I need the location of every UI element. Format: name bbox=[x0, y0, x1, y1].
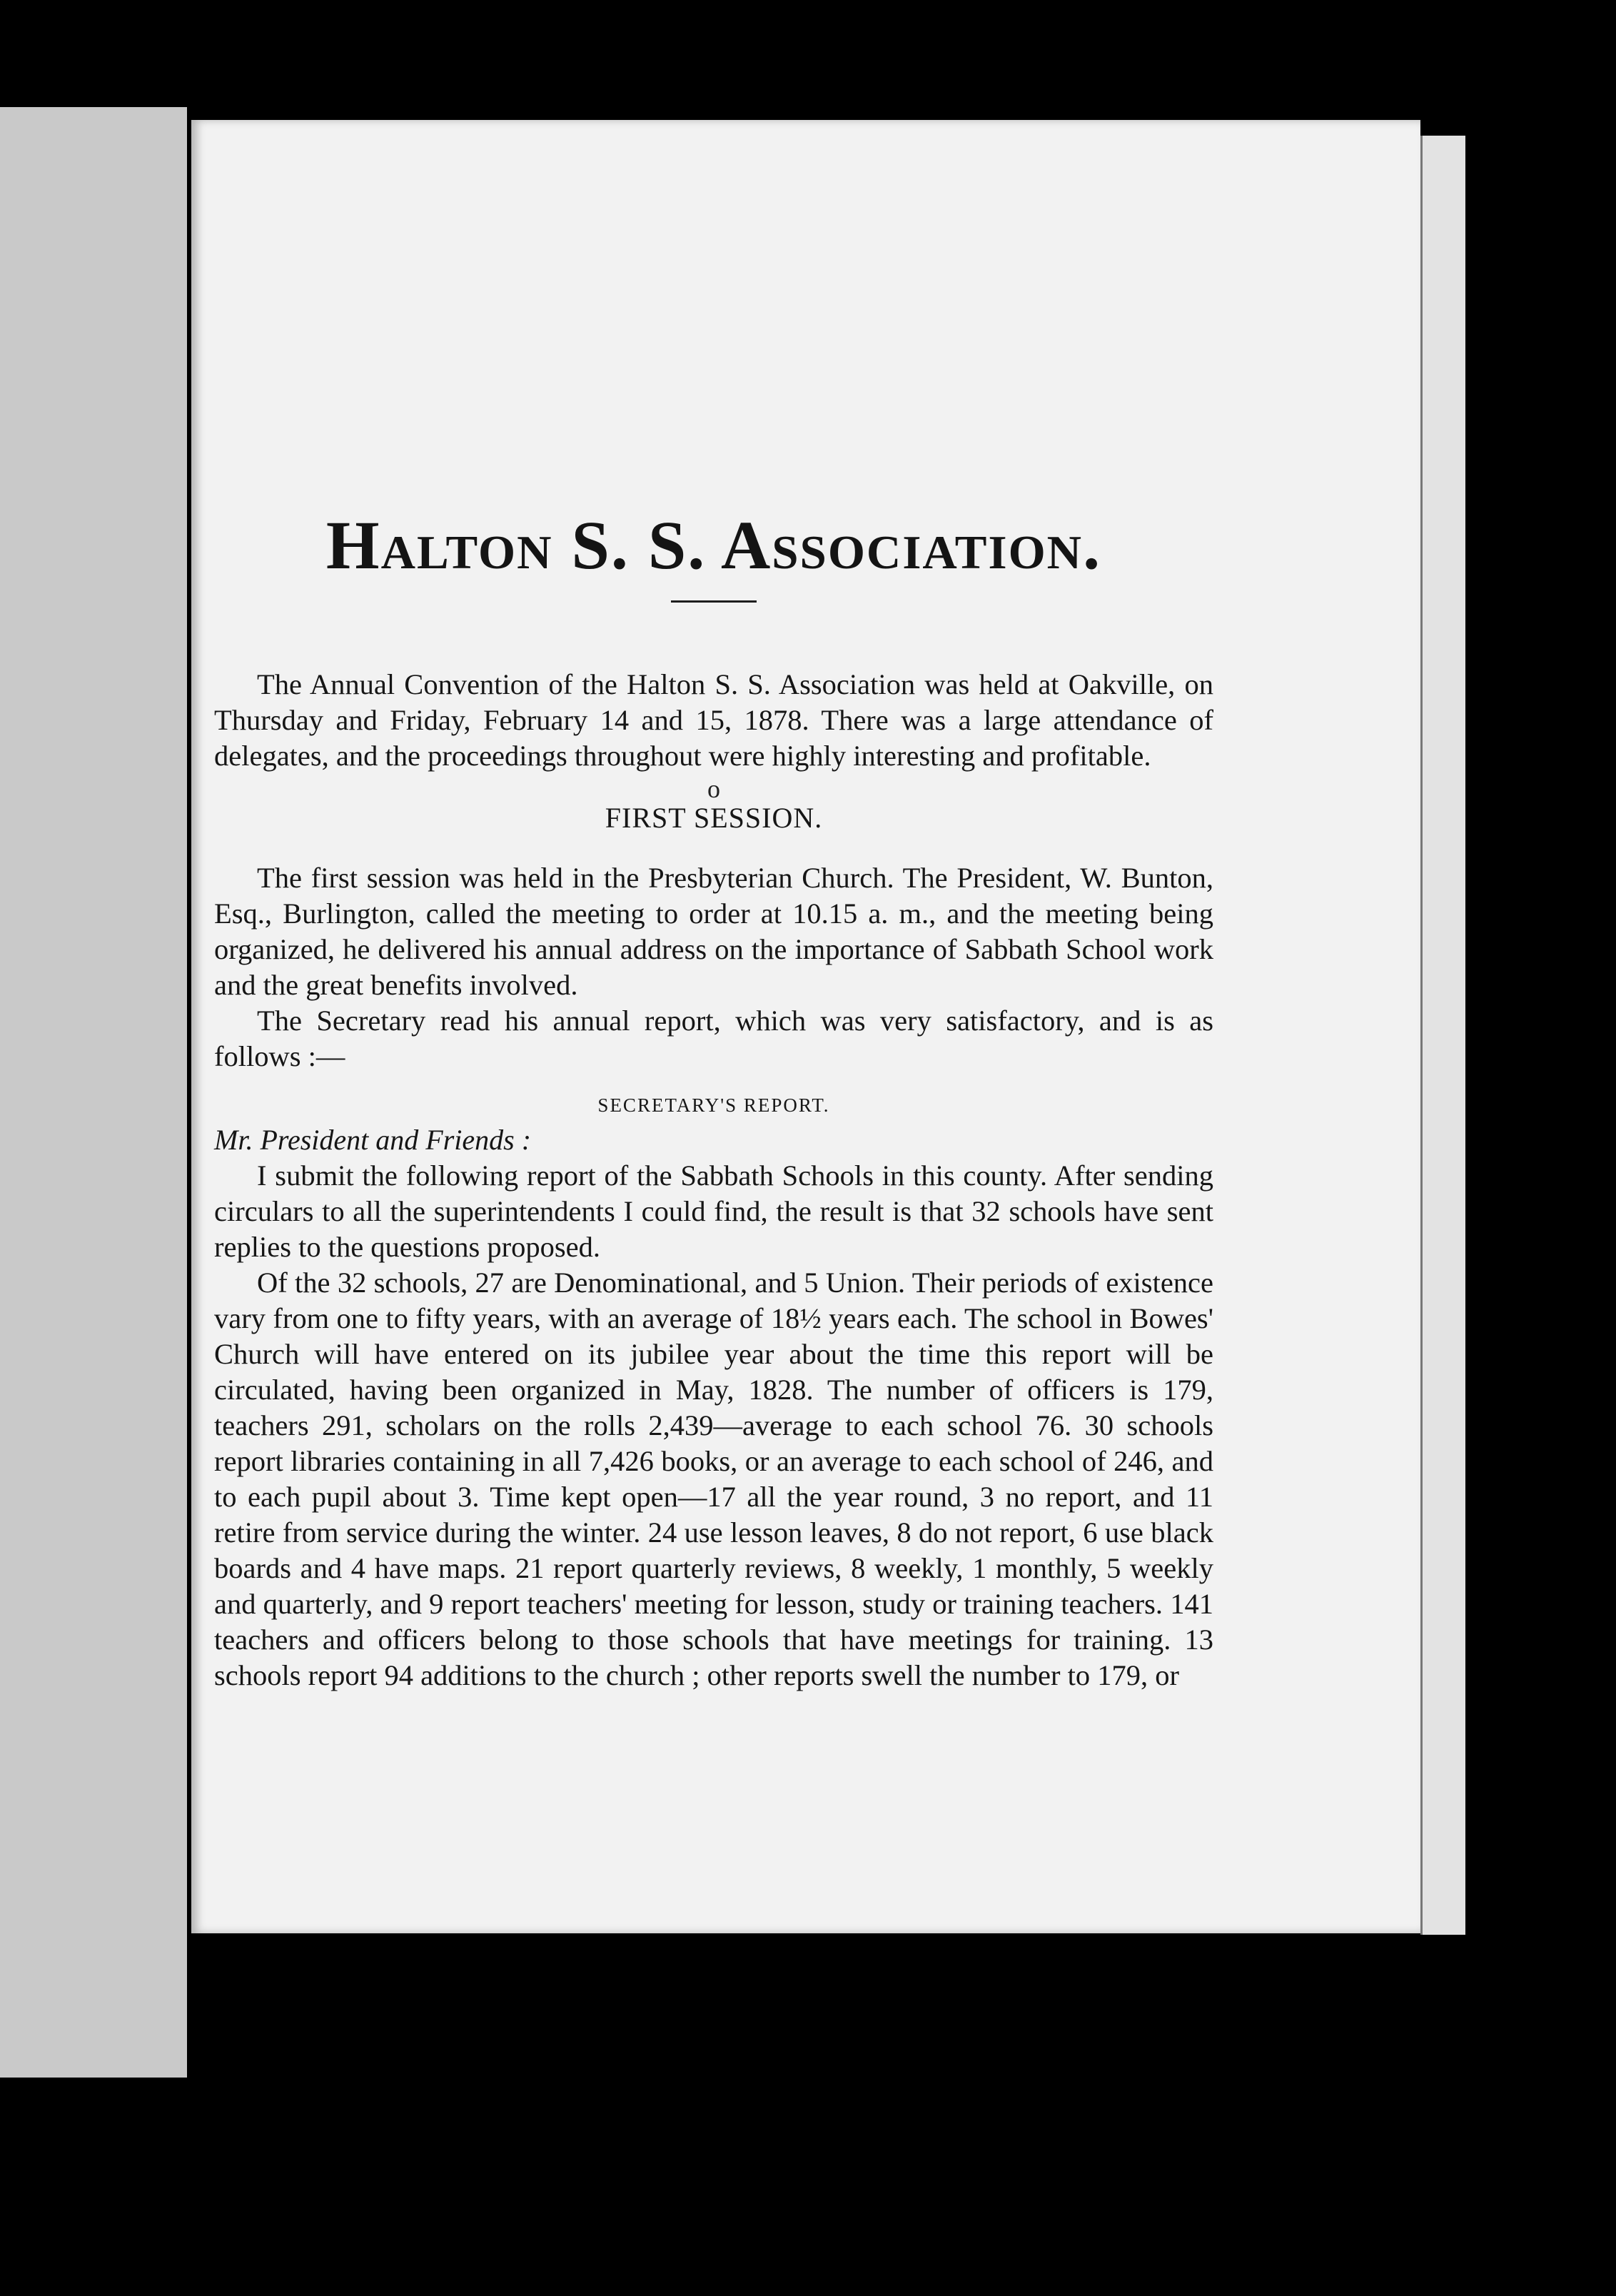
section-ornament: o bbox=[707, 775, 720, 803]
session-paragraph-2: The Secretary read his annual report, which was very satisfactory, and is as follows :— bbox=[214, 1004, 1213, 1072]
page-title: Halton S. S. Association. bbox=[325, 507, 1102, 583]
report-paragraph-2: Of the 32 schools, 27 are Denominational, and 5 Union. Their periods of existence vary from one to fifty years, with an average of 18½ years each. The school in Bowes' Church will have entered on its jubilee year about the time this report will be circulated, having been organized in May, 1828. The number of officers is 179, teachers 291, scholars on the rolls 2,439—average to each school 76. 30 schools report libraries containing in all 7,426 books, or an average to each school of 246, and to each pupil about 3. Time kept open—17 all the year round, 3 no report, and 11 retire from service during the winter. 24 use lesson leaves, 8 do not report, 6 use black boards and 4 have maps. 21 report quarterly reviews, 8 weekly, 1 monthly, 5 weekly and quarterly, and 9 report teachers' meeting for lesson, study or training teachers. 141 teachers and officers belong to those schools that have meetings for training. 13 schools report 94 additions to the church ; other reports swell the number to 179, or bbox=[214, 1267, 1213, 1691]
session-paragraph-1: The first session was held in the Presbyterian Church. The President, W. Bunton, Esq., Burlington, called the meeting to order at 10.15 a. m., and the meeting being organized, he delivered his annual address on the importance of Sabbath School work and the great benefits involved. bbox=[214, 862, 1213, 1001]
document-page bbox=[191, 120, 1420, 1933]
page-content bbox=[214, 505, 1213, 1693]
previous-page-edge bbox=[0, 107, 187, 2078]
section-heading: FIRST SESSION. bbox=[605, 802, 823, 834]
report-paragraph-1: I submit the following report of the Sabbath Schools in this county. After sending circulars to all the superintendents I could find, the result is that 32 schools have sent replies to the questions proposed. bbox=[214, 1159, 1213, 1263]
salutation: Mr. President and Friends : bbox=[214, 1124, 532, 1156]
intro-paragraph: The Annual Convention of the Halton S. S. Association was held at Oakville, on Thursday and Friday, February 14 and 15, 1878. There was a large attendance of delegates, and the proceedings throughout were highly interesting and profitable. bbox=[214, 668, 1213, 772]
title-rule bbox=[671, 600, 757, 603]
report-heading: SECRETARY'S REPORT. bbox=[597, 1094, 830, 1116]
book-edge bbox=[1420, 136, 1465, 1935]
